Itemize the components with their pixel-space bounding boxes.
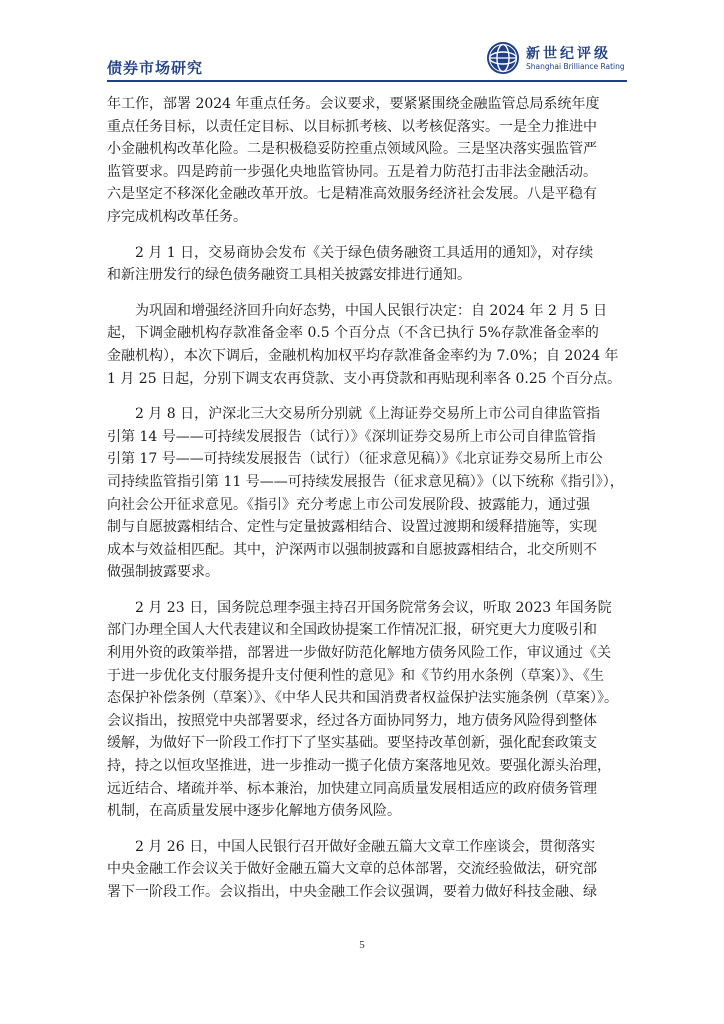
text-line: 监管要求。四是跨前一步强化央地监管协同。五是着力防范打击非法金融活动。	[107, 163, 597, 180]
text-line: 重点任务目标，以责任定目标、以目标抓考核、以考核促落实。一是全力推进中	[107, 118, 597, 135]
text-line: 中央金融工作会议关于做好金融五篇大文章的总体部署，交流经验做法，研究部	[107, 861, 597, 878]
brand-logo	[486, 41, 626, 75]
text-line: 利用外资的政策举措，部署进一步做好防范化解地方债务风险工作，审议通过《关	[107, 645, 611, 662]
document-body	[107, 93, 627, 917]
text-line: 年工作，部署 2024 年重点任务。会议要求，要紧紧围绕金融监管总局系统年度	[107, 96, 600, 112]
logo-chinese-name: 新世纪评级	[526, 46, 611, 62]
text-line: 成本与效益相匹配。其中，沪深两市以强制披露和自愿披露相结合，北交所则不	[107, 541, 597, 558]
text-line: 机制，在高质量发展中逐步化解地方债务风险。	[107, 803, 401, 820]
text-line: 1 月 25 日起，分别下调支农再贷款、支小再贷款和再贴现利率各 0.25 个百分点。	[107, 370, 622, 387]
paragraph	[107, 403, 627, 584]
text-line: 向社会公开征求意见。《指引》充分考虑上市公司发展阶段、披露能力，通过强	[107, 496, 590, 513]
text-line: 2 月 23 日，国务院总理李强主持召开国务院常务会议，听取 2023 年国务院	[135, 599, 612, 616]
text-line: 态保护补偿条例（草案）》、《中华人民共和国消费者权益保护法实施条例（草案）》。	[107, 690, 618, 707]
text-line: 2 月 8 日，沪深北三大交易所分别就《上海证券交易所上市公司自律监管指	[135, 406, 601, 423]
text-line: 制与自愿披露相结合、定性与定量披露相结合、设置过渡期和缓释措施等，实现	[107, 519, 597, 536]
text-line: 为巩固和增强经济回升向好态势，中国人民银行决定：自 2024 年 2 月 5 日	[135, 302, 608, 319]
text-line: 引第 14 号——可持续发展报告（试行）》《深圳证券交易所上市公司自律监管指	[107, 428, 596, 445]
page-number: 5	[359, 939, 365, 951]
text-line: 2 月 1 日，交易商协会发布《关于绿色债务融资工具适用的通知》，对存续	[135, 244, 594, 261]
text-line: 2 月 26 日，中国人民银行召开做好金融五篇大文章工作座谈会，贯彻落实	[135, 838, 596, 855]
text-line: 六是坚定不移深化金融改革开放。七是精准高效服务经济社会发展。八是平稳有	[107, 186, 597, 203]
text-line: 和新注册发行的绿色债务融资工具相关披露安排进行通知。	[107, 267, 471, 284]
page-header-title: 债券市场研究	[107, 59, 204, 77]
text-line: 小金融机构改革化险。二是积极稳妥防控重点领域风险。三是坚决落实强监管严	[107, 141, 597, 158]
text-line: 远近结合、堵疏并举、标本兼治，加快建立同高质量发展相适应的政府债务管理	[107, 780, 597, 797]
text-line: 署下一阶段工作。会议指出，中央金融工作会议强调，要着力做好科技金融、绿	[107, 884, 597, 900]
logo-english-name: Shanghai Brilliance Rating	[526, 62, 625, 71]
text-line: 缓解，为做好下一阶段工作打下了坚实基础。要坚持改革创新，强化配套政策支	[107, 735, 597, 752]
text-line: 持，持之以恒攻坚推进，进一步推动一揽子化债方案落地见效。要强化源头治理，	[107, 758, 611, 775]
paragraph	[107, 93, 627, 229]
text-line: 会议指出，按照党中央部署要求，经过各方面协同努力，地方债务风险得到整体	[107, 712, 597, 729]
paragraph	[107, 242, 627, 287]
paragraph	[107, 300, 627, 390]
text-line: 于进一步优化支付服务提升支付便利性的意见》和《节约用水条例（草案）》、《生	[107, 667, 604, 684]
paragraph	[107, 597, 627, 823]
header-divider	[107, 80, 627, 82]
text-line: 金融机构），本次下调后，金融机构加权平均存款准备金率约为 7.0%；自 2024 年	[107, 347, 619, 364]
text-line: 司持续监管指引第 11 号——可持续发展报告（征求意见稿）》（以下统称《指引》），	[107, 473, 624, 490]
paragraph	[107, 836, 627, 904]
text-line: 起，下调金融机构存款准备金率 0.5 个百分点（不含已执行 5%存款准备金率的	[107, 325, 599, 342]
text-line: 部门办理全国人大代表建议和全国政协提案工作情况汇报，研究更大力度吸引和	[107, 622, 597, 639]
text-line: 序完成机构改革任务。	[107, 208, 247, 225]
text-line: 引第 17 号——可持续发展报告（试行）（征求意见稿）》《北京证券交易所上市公	[107, 451, 603, 468]
globe-emblem-icon	[486, 41, 520, 75]
text-line: 做强制披露要求。	[107, 564, 219, 581]
